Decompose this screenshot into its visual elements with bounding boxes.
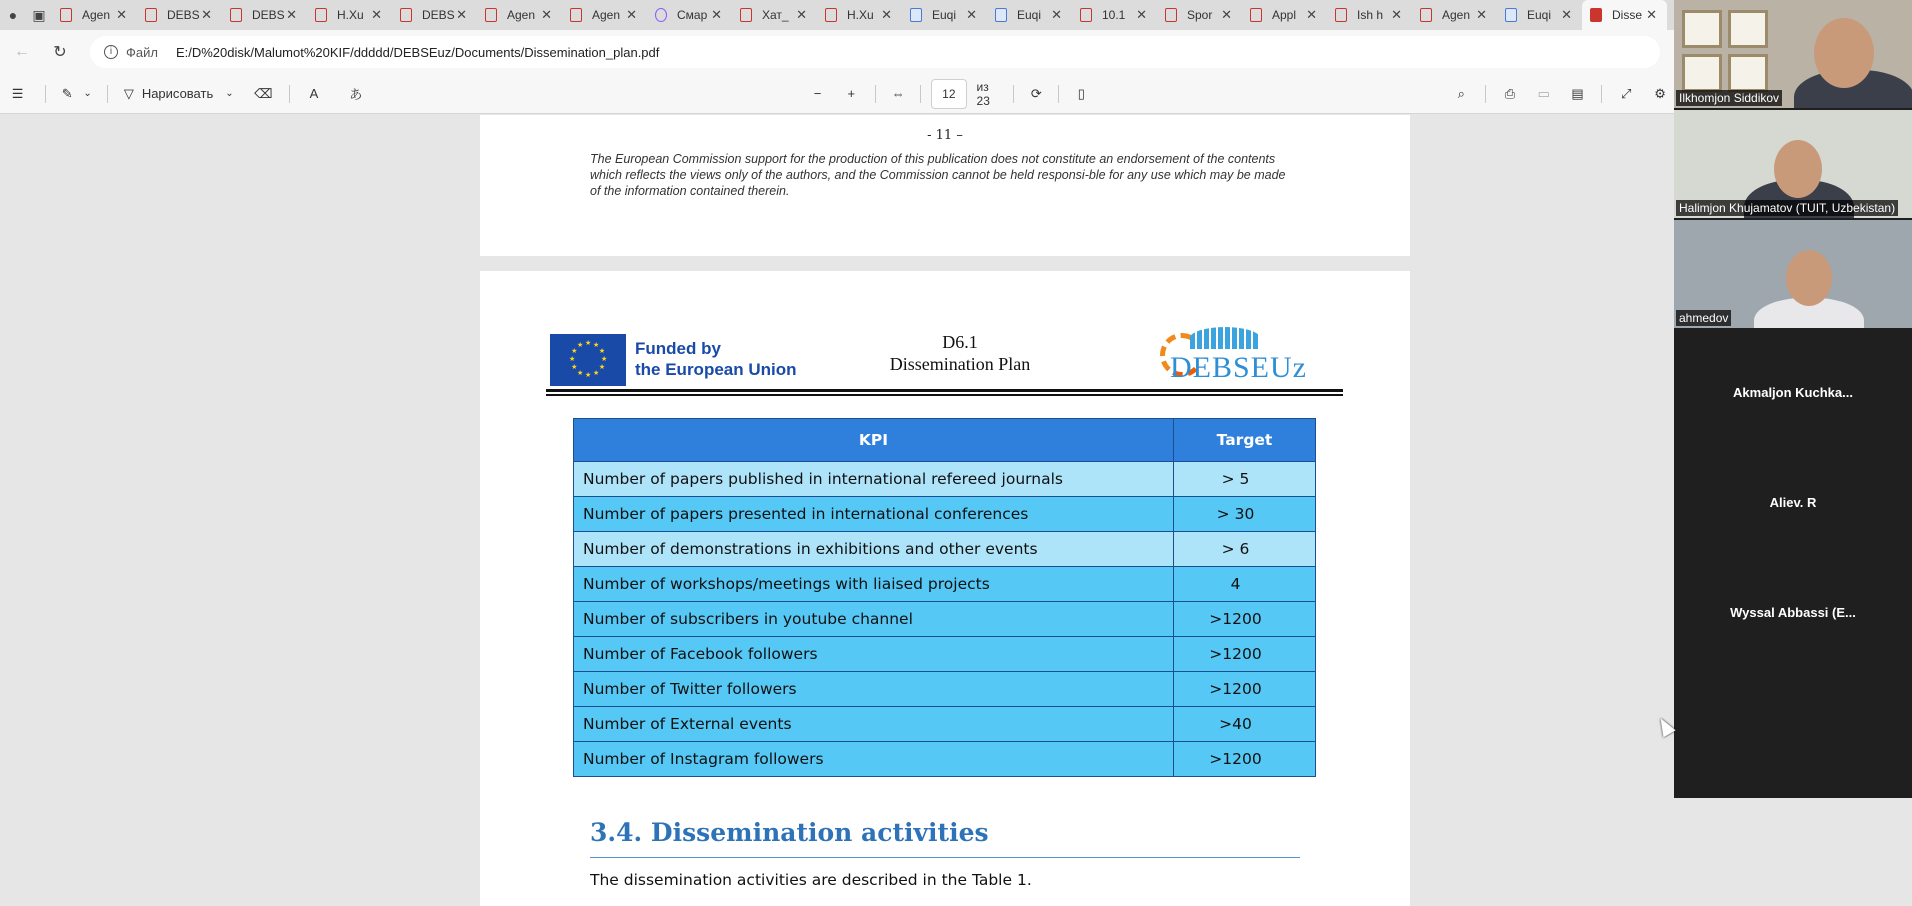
toolbar-divider [1013,85,1014,103]
close-tab-icon[interactable]: ✕ [541,7,552,22]
pdf-toolbar [0,74,1674,114]
close-tab-icon[interactable]: ✕ [966,7,977,22]
browser-tab-bar [0,0,1674,30]
participant-face [1814,18,1874,88]
pdf-icon [145,8,157,22]
kpi-row [574,707,1316,742]
pdf-page-12 [480,271,1410,906]
browser-tab[interactable] [647,0,732,30]
tab-title: DEBS [252,8,285,22]
pdf-icon [1420,8,1432,22]
pdf-icon [1080,8,1092,22]
doc-title: Dissemination Plan [889,354,1031,374]
settings-icon[interactable]: ⚙ [1654,85,1666,101]
pdf-icon [825,8,837,22]
kpi-row [574,637,1316,672]
address-bar-row [0,30,1674,74]
eu-star-icon: ★ [571,364,578,371]
participant-tile[interactable] [1674,0,1912,108]
tab-title: Agen [1442,8,1471,22]
close-tab-icon[interactable]: ✕ [1136,7,1147,22]
tab-title: 10.1 [1102,8,1126,22]
kpi-target-cell: > 30 [1174,497,1316,532]
pdf-icon [1250,8,1262,22]
eraser-icon[interactable]: ⌫ [254,85,273,101]
tab-title: Euqi [1017,8,1042,22]
highlight-dropdown-icon[interactable]: ⌄ [83,88,92,99]
kpi-label-cell: Number of workshops/meetings with liaised projects [574,567,1174,602]
kpi-target-cell: > 6 [1174,532,1316,567]
meeting-participants-panel [1674,0,1912,798]
doc-icon [910,8,922,22]
save-as-icon[interactable]: ▤ [1571,85,1584,101]
toolbar-divider [875,85,876,103]
pdf-icon [1165,8,1177,22]
toolbar-divider [1601,85,1602,103]
pdf-page-11 [480,115,1410,256]
header-rule [546,389,1343,392]
close-tab-icon[interactable]: ✕ [371,7,382,22]
eu-funding-label [635,338,797,380]
tab-title: Euqi [1527,8,1552,22]
kpi-target-cell: > 5 [1174,462,1316,497]
page-number-footer: - 11 – [927,128,963,143]
participant-tile[interactable] [1674,220,1912,328]
browser-tab[interactable] [1072,0,1157,30]
fit-page-icon[interactable]: ⇔ [891,86,905,101]
browser-tab[interactable] [817,0,902,30]
participant-tile[interactable] [1674,330,1912,438]
pdf-icon [400,8,412,22]
close-tab-icon[interactable]: ✕ [286,7,297,22]
toolbar-divider [1058,85,1059,103]
debseuz-logo [1160,321,1340,391]
close-tab-icon[interactable]: ✕ [456,7,467,22]
close-tab-icon[interactable]: ✕ [881,7,892,22]
translate-icon[interactable]: あ [349,87,363,102]
kpi-row [574,602,1316,637]
close-tab-icon[interactable]: ✕ [1221,7,1232,22]
toolbar-divider [920,85,921,103]
address-bar[interactable] [90,36,1660,68]
toolbar-divider [107,85,108,103]
browser-tab[interactable] [52,0,137,30]
browser-tab[interactable] [222,0,307,30]
close-tab-icon[interactable]: ✕ [796,7,807,22]
viber-icon [655,8,667,22]
participant-tile[interactable] [1674,110,1912,218]
eu-star-icon: ★ [577,369,584,377]
draw-label: Нарисовать [141,86,214,101]
toolbar-divider [45,85,46,103]
close-tab-icon[interactable]: ✕ [711,7,722,22]
close-tab-icon[interactable]: ✕ [1391,7,1402,22]
browser-tab[interactable] [137,0,222,30]
browser-tab[interactable] [1157,0,1242,30]
toolbar-divider [1485,85,1486,103]
kpi-row [574,567,1316,602]
tab-title: Agen [507,8,536,22]
eu-star-icon: ★ [569,356,576,363]
kpi-target-cell: >1200 [1174,742,1316,777]
close-tab-icon[interactable]: ✕ [201,7,212,22]
url-text[interactable]: E:/D%20disk/Malumot%20KIF/ddddd/DEBSEuz/Documents/Dissemination_plan.pdf [175,44,660,60]
kpi-table [573,418,1316,777]
tab-title: Хат_ [762,8,789,22]
close-tab-icon[interactable]: ✕ [1476,7,1487,22]
kpi-target-cell: >40 [1174,707,1316,742]
tab-title: H.Xu [337,8,364,22]
page-view-icon[interactable]: ▯ [1077,85,1085,101]
eu-star-icon: ★ [571,348,578,355]
kpi-row [574,742,1316,777]
page-total-label: из 23 [976,79,990,108]
pdf-icon [485,8,497,22]
tab-title: H.Xu [847,8,874,22]
logo-word: DEBSEUz [1170,351,1307,384]
wall-certificate [1682,54,1722,92]
contents-icon[interactable]: ☰ [11,85,24,101]
pdf-viewport[interactable] [0,115,1674,906]
url-scheme-label: Файл [126,44,158,60]
participant-name: Ilkhomjon Siddikov [1676,90,1782,106]
browser-tab[interactable] [307,0,392,30]
close-tab-icon[interactable]: ✕ [116,7,127,22]
print-icon[interactable]: ⎙ [1504,85,1516,101]
close-tab-icon[interactable]: ✕ [1051,7,1062,22]
eu-funding-line2: the European Union [635,360,797,379]
kpi-label-cell: Number of Twitter followers [574,672,1174,707]
section-body-text: The dissemination activities are described in the Table 1. [590,871,1032,889]
eu-star-icon: ★ [593,342,600,350]
read-aloud-icon[interactable]: A [309,86,319,101]
globe-logo-icon [1190,327,1260,349]
participant-name: Halimjon Khujamatov (TUIT, Uzbekistan) [1676,200,1898,216]
eu-star-icon: ★ [598,348,606,355]
kpi-target-cell: >1200 [1174,602,1316,637]
search-icon[interactable]: ⌕ [1457,85,1465,101]
participant-name: Aliev. R [1769,495,1817,510]
section-rule [590,857,1300,858]
participant-face [1786,250,1832,306]
eu-star-icon: ★ [577,342,584,350]
participant-tile[interactable] [1674,550,1912,658]
pdf-icon [1590,8,1602,22]
back-button[interactable]: ← [14,43,30,60]
browser-tab[interactable] [1497,0,1582,30]
site-info-icon[interactable]: i [104,45,118,59]
participant-name: Akmaljon Kuchka... [1733,385,1853,400]
draw-icon: ▽ [123,85,134,101]
close-tab-icon[interactable]: ✕ [1561,7,1572,22]
close-tab-icon[interactable]: ✕ [1646,7,1657,22]
eu-star-icon: ★ [585,340,592,347]
tab-title: Agen [82,8,111,22]
kpi-label-cell: Number of External events [574,707,1174,742]
eu-funding-line1: Funded by [635,339,721,358]
eu-star-icon: ★ [601,356,608,363]
kpi-row [574,532,1316,567]
tab-title: Agen [592,8,621,22]
tab-title: Spor [1187,8,1213,22]
rotate-icon[interactable]: ⟳ [1030,85,1042,101]
kpi-row [574,672,1316,707]
pdf-icon [315,8,327,22]
highlight-icon[interactable]: ✎ [61,85,73,101]
chevron-down-icon: ⌄ [225,88,234,99]
close-tab-icon[interactable]: ✕ [1306,7,1317,22]
kpi-target-cell: >1200 [1174,672,1316,707]
toolbar-divider [289,85,290,103]
pdf-icon [740,8,752,22]
kpi-label-cell: Number of papers presented in international conferences [574,497,1174,532]
kpi-row [574,462,1316,497]
tab-strip [52,0,1667,30]
profile-icon[interactable]: ● [8,7,18,23]
pdf-icon [60,8,72,22]
tab-actions-icon[interactable]: ▣ [32,6,46,23]
browser-tab[interactable] [902,0,987,30]
kpi-label-cell: Number of subscribers in youtube channel [574,602,1174,637]
document-header-title [870,331,1050,375]
kpi-label-cell: Number of demonstrations in exhibitions and other events [574,532,1174,567]
kpi-target-cell: >1200 [1174,637,1316,672]
save-icon[interactable]: ▭ [1537,85,1550,101]
kpi-label-cell: Number of papers published in international refereed journals [574,462,1174,497]
wall-certificate [1728,10,1768,48]
participant-name: Wyssal Abbassi (E... [1730,605,1856,620]
close-tab-icon[interactable]: ✕ [626,7,637,22]
section-heading: 3.4. Dissemination activities [590,818,989,847]
eu-disclaimer-text: The European Commission support for the production of this publication does not constitute an endorsement of the contents which reflects the views only of the authors, and the Commission cannot be held responsi-ble for any use which may be made of the information contained therein. [590,152,1286,198]
browser-tab[interactable] [732,0,817,30]
participant-tile[interactable] [1674,440,1912,548]
draw-button[interactable] [118,79,240,109]
doc-icon [995,8,1007,22]
eu-flag-icon [550,334,626,386]
kpi-header-row [574,419,1316,462]
participant-face [1774,140,1822,198]
browser-tab[interactable] [1242,0,1327,30]
eu-star-icon: ★ [585,372,592,379]
tab-title: Euqi [932,8,957,22]
browser-tab[interactable] [1327,0,1412,30]
doc-icon [1505,8,1517,22]
participant-name: ahmedov [1676,310,1731,326]
reload-button[interactable]: ↻ [53,44,67,61]
tab-title: DEBS [422,8,455,22]
wall-certificate [1682,10,1722,48]
pdf-icon [1335,8,1347,22]
browser-tab[interactable] [392,0,477,30]
fullscreen-icon[interactable]: ⤢ [1621,85,1632,101]
pdf-icon [230,8,242,22]
tab-title: Disse [1612,8,1643,22]
browser-tab[interactable] [477,0,562,30]
kpi-target-cell: 4 [1174,567,1316,602]
header-rule [546,394,1343,396]
tab-title: DEBS [167,8,200,22]
page-number-input[interactable]: 12 [931,79,966,109]
zoom-out-icon[interactable]: − [813,86,822,101]
kpi-column-header: KPI [574,419,1174,462]
browser-tab[interactable] [1412,0,1497,30]
eu-star-icon: ★ [598,364,606,371]
eu-star-icon: ★ [593,369,600,377]
tab-title: Смар [677,8,708,22]
kpi-row [574,497,1316,532]
zoom-in-icon[interactable]: + [847,86,856,101]
browser-tab[interactable] [562,0,647,30]
doc-code: D6.1 [942,332,978,352]
target-column-header: Target [1174,419,1316,462]
tab-title: Appl [1272,8,1297,22]
wall-certificate [1728,54,1768,92]
kpi-label-cell: Number of Facebook followers [574,637,1174,672]
kpi-label-cell: Number of Instagram followers [574,742,1174,777]
tab-title: Ish h [1357,8,1384,22]
pdf-icon [570,8,582,22]
browser-tab[interactable] [987,0,1072,30]
browser-tab[interactable] [1582,0,1667,30]
